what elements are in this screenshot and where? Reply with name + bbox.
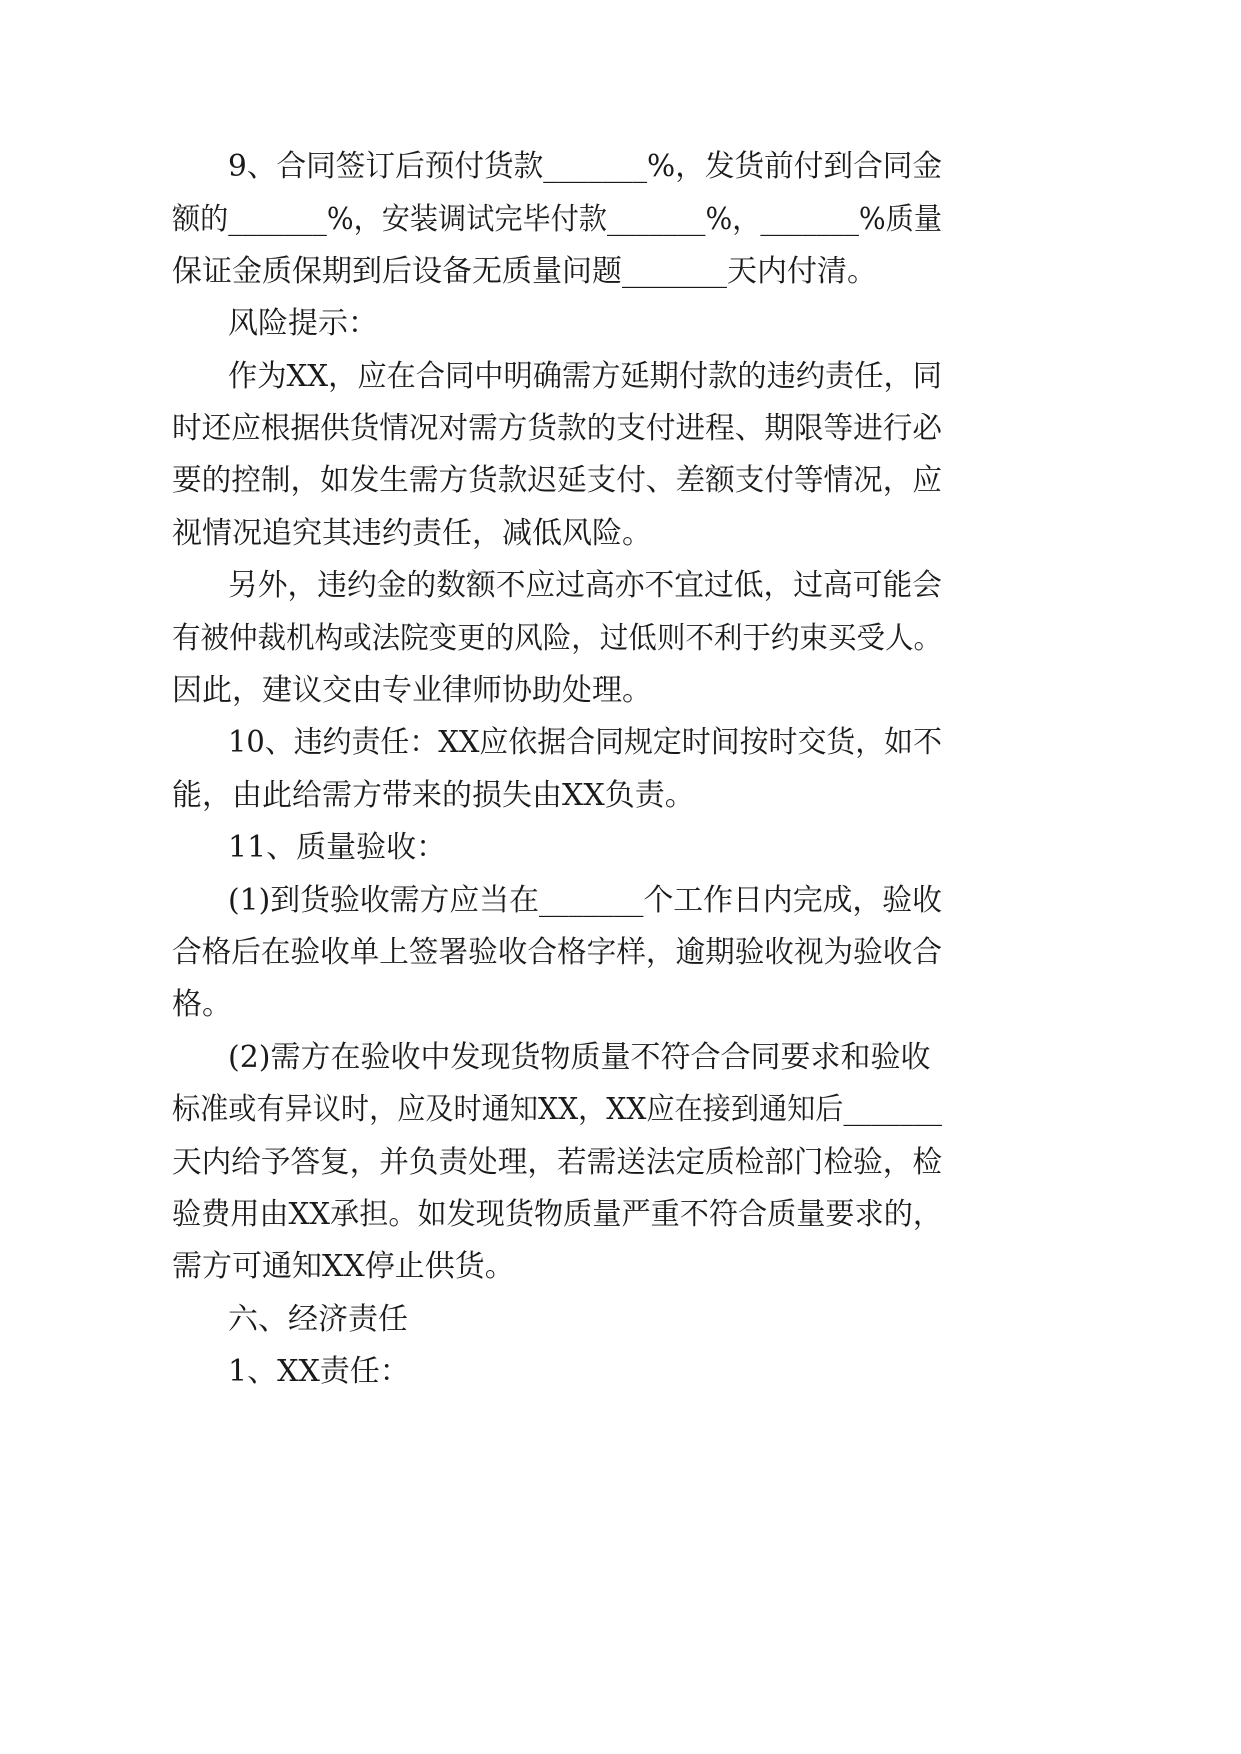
text-line-6 bbox=[0, 407, 1241, 451]
line-text: 有被仲裁机构或法院变更的风险，过低则不利于约束买受人。 bbox=[172, 621, 942, 656]
text-line-9 bbox=[0, 564, 1241, 608]
text-line-20 bbox=[0, 1141, 1241, 1185]
text-line-14 bbox=[0, 826, 1241, 870]
text-line-13 bbox=[0, 774, 1241, 818]
text-line-17 bbox=[0, 983, 1241, 1027]
line-text: 视情况追究其违约责任，减低风险。 bbox=[172, 516, 652, 551]
text-line-3 bbox=[0, 250, 1241, 294]
line-text: 验费用由XX承担。如发现货物质量严重不符合质量要求的， bbox=[172, 1197, 942, 1232]
text-line-15 bbox=[0, 879, 1241, 923]
line-text: 需方可通知XX停止供货。 bbox=[172, 1249, 515, 1284]
line-text: 11、质量验收： bbox=[228, 830, 447, 865]
line-text: 格。 bbox=[172, 987, 232, 1022]
text-line-7 bbox=[0, 459, 1241, 503]
line-text: 1、XX责任： bbox=[228, 1354, 410, 1389]
text-line-2 bbox=[0, 198, 1241, 242]
text-line-4 bbox=[0, 302, 1241, 346]
line-text: 能，由此给需方带来的损失由XX负责。 bbox=[172, 778, 695, 813]
text-line-8 bbox=[0, 512, 1241, 556]
text-line-5 bbox=[0, 355, 1241, 399]
line-text: (1)到货验收需方应当在_______个工作日内完成，验收 bbox=[228, 883, 942, 918]
text-line-16 bbox=[0, 931, 1241, 975]
line-text: 因此，建议交由专业律师协助处理。 bbox=[172, 673, 652, 708]
text-line-10 bbox=[0, 617, 1241, 661]
text-line-18 bbox=[0, 1036, 1241, 1080]
line-text: 标准或有异议时，应及时通知XX，XX应在接到通知后_______ bbox=[172, 1092, 942, 1127]
subsection-heading bbox=[0, 1350, 1241, 1394]
line-text: 合格后在验收单上签署验收合格字样，逾期验收视为验收合 bbox=[172, 935, 942, 970]
text-line-11 bbox=[0, 669, 1241, 713]
line-text: 9、合同签订后预付货款_______%，发货前付到合同金 bbox=[228, 149, 942, 184]
text-line-21 bbox=[0, 1193, 1241, 1237]
line-text: 天内给予答复，并负责处理，若需送法定质检部门检验，检 bbox=[172, 1145, 942, 1180]
text-line-1 bbox=[0, 145, 1241, 189]
line-text: 风险提示： bbox=[228, 306, 378, 341]
line-text: 作为XX，应在合同中明确需方延期付款的违约责任，同 bbox=[228, 359, 942, 394]
text-line-22 bbox=[0, 1245, 1241, 1289]
line-text: 额的_______%，安装调试完毕付款_______%，_______%质量 bbox=[172, 202, 942, 237]
line-text: 另外，违约金的数额不应过高亦不宜过低，过高可能会 bbox=[228, 568, 942, 603]
line-text: 六、经济责任 bbox=[228, 1302, 408, 1337]
text-line-19 bbox=[0, 1088, 1241, 1132]
line-text: 时还应根据供货情况对需方货款的支付进程、期限等进行必 bbox=[172, 411, 942, 446]
text-line-12 bbox=[0, 721, 1241, 765]
line-text: (2)需方在验收中发现货物质量不符合合同要求和验收 bbox=[228, 1040, 931, 1075]
line-text: 10、违约责任：XX应依据合同规定时间按时交货，如不 bbox=[228, 725, 942, 760]
line-text: 要的控制，如发生需方货款迟延支付、差额支付等情况，应 bbox=[172, 463, 942, 498]
section-heading bbox=[0, 1298, 1241, 1342]
line-text: 保证金质保期到后设备无质量问题_______天内付清。 bbox=[172, 254, 877, 289]
